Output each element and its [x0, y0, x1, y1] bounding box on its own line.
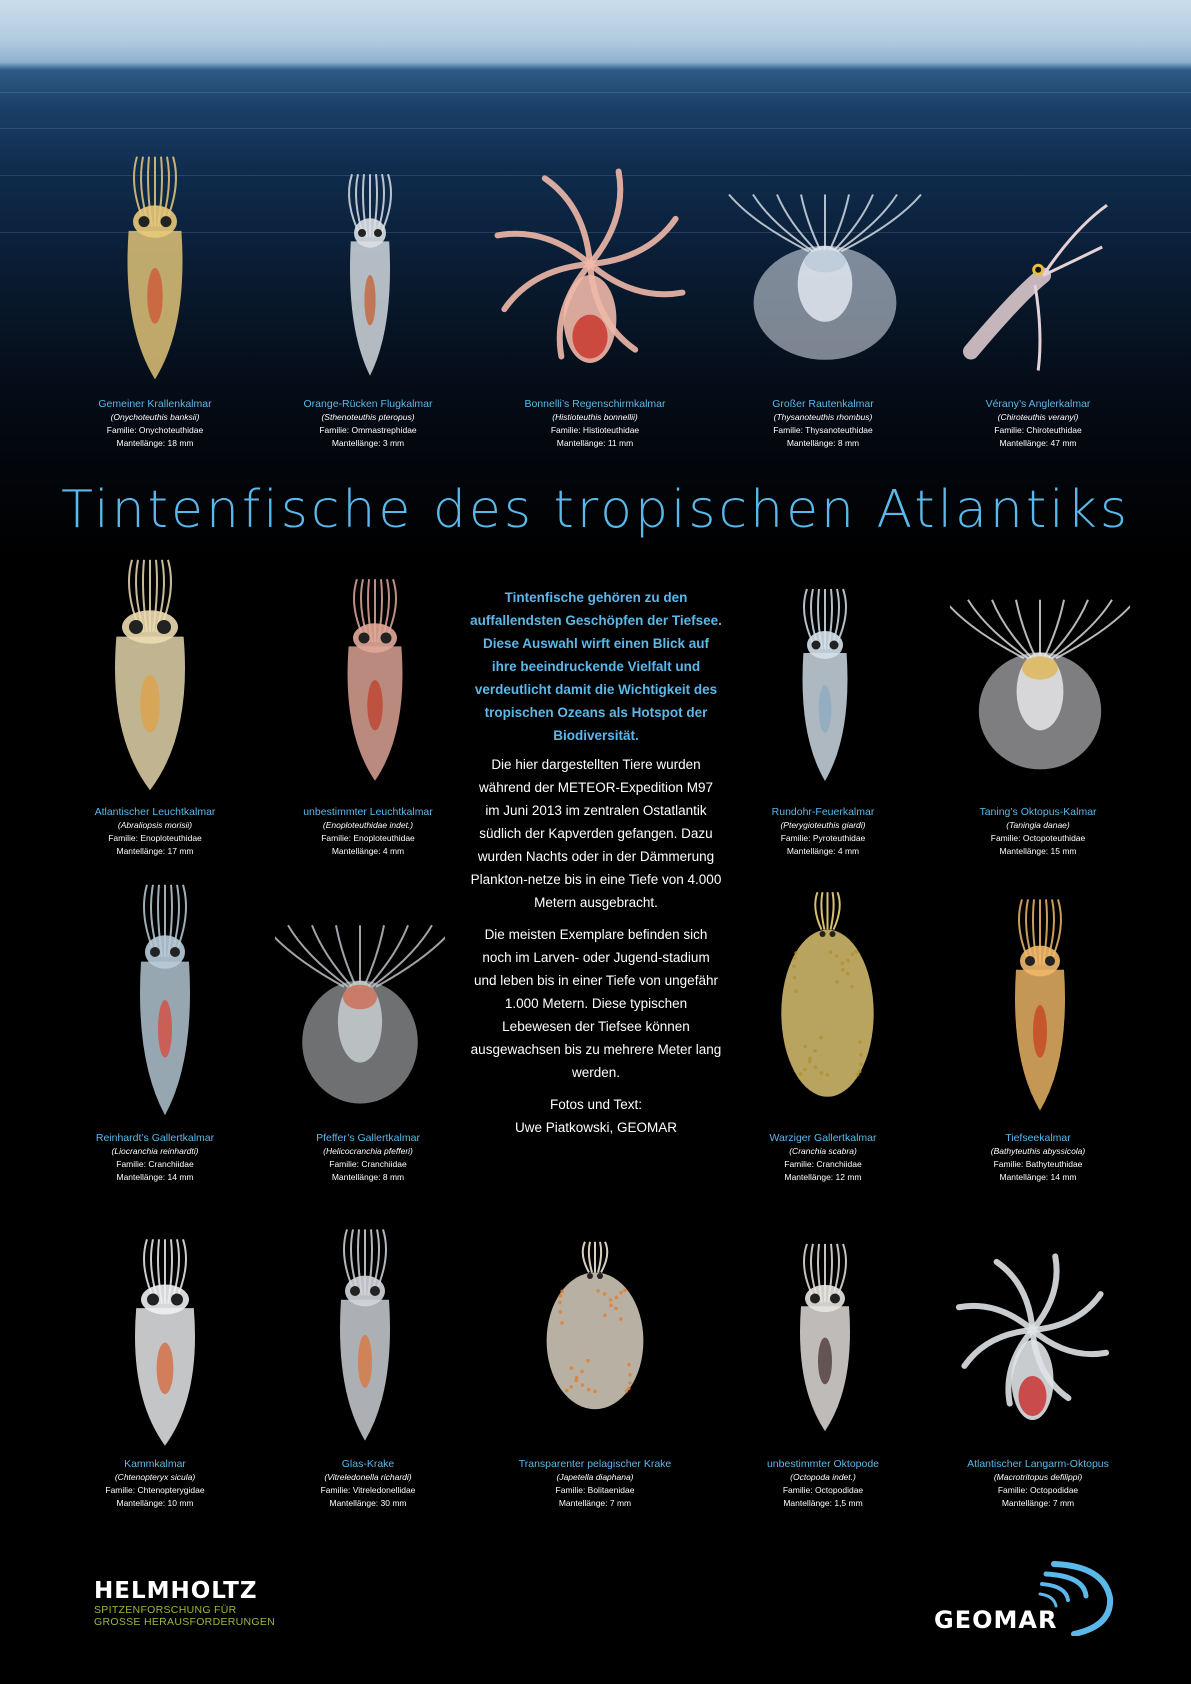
- species-length: Mantellänge: 8 mm: [786, 438, 860, 448]
- species-caption: [728, 398, 918, 450]
- species-name: Tiefseekalmar: [1005, 1132, 1071, 1144]
- species-family: Familie: Vitreledonellidae: [320, 1485, 416, 1495]
- specimen-image: [115, 880, 215, 1120]
- species-name: Atlantischer Leuchtkalmar: [94, 806, 216, 818]
- species-family: Familie: Octopodidae: [997, 1485, 1079, 1495]
- helmholtz-tagline-1: SPITZENFORSCHUNG FÜR: [94, 1604, 237, 1616]
- species-length: Mantellänge: 12 mm: [784, 1172, 862, 1182]
- specimen-drawing: [275, 915, 445, 1120]
- species-family: Familie: Thysanoteuthidae: [773, 425, 873, 435]
- species-caption: [60, 1458, 250, 1510]
- species-name: Transparenter pelagischer Krake: [518, 1458, 672, 1470]
- specimen-image: [100, 152, 210, 384]
- species-length: Mantellänge: 14 mm: [116, 1172, 194, 1182]
- species-name: unbestimmter Oktopode: [766, 1458, 880, 1470]
- specimen-drawing: [105, 1235, 225, 1450]
- species-name: Kammkalmar: [124, 1458, 186, 1470]
- species-name: Vérany’s Anglerkalmar: [985, 398, 1091, 410]
- species-caption: [728, 1458, 918, 1510]
- species-length: Mantellänge: 14 mm: [999, 1172, 1077, 1182]
- specimen-drawing: [990, 895, 1090, 1115]
- specimen-image: [275, 915, 445, 1120]
- species-name: Reinhardt’s Gallertkalmar: [95, 1132, 215, 1144]
- species-caption: [60, 806, 250, 858]
- intro-text: [470, 586, 722, 1139]
- specimen-image: [480, 165, 700, 385]
- species-caption: [273, 398, 463, 450]
- species-family: Familie: Onychoteuthidae: [106, 425, 204, 435]
- specimen-image: [775, 1240, 875, 1435]
- helmholtz-tagline-2: GROSSE HERAUSFORDERUNGEN: [94, 1616, 276, 1628]
- species-family: Familie: Octopodidae: [782, 1485, 864, 1495]
- species-family: Familie: Bolitaenidae: [555, 1485, 635, 1495]
- species-length: Mantellänge: 17 mm: [116, 846, 194, 856]
- species-length: Mantellänge: 3 mm: [331, 438, 405, 448]
- specimen-drawing: [775, 1240, 875, 1435]
- specimen-drawing: [115, 880, 215, 1120]
- species-caption: [60, 1132, 250, 1184]
- species-length: Mantellänge: 8 mm: [331, 1172, 405, 1182]
- species-caption: [728, 806, 918, 858]
- species-name: Warziger Gallertkalmar: [769, 1132, 877, 1144]
- species-length: Mantellänge: 10 mm: [116, 1498, 194, 1508]
- species-family: Familie: Cranchiidae: [784, 1159, 862, 1169]
- specimen-image: [720, 185, 930, 375]
- specimen-drawing: [720, 185, 930, 375]
- species-caption: [943, 1132, 1133, 1184]
- specimen-drawing: [320, 575, 430, 785]
- specimen-drawing: [330, 170, 410, 380]
- species-name: Pfeffer’s Gallertkalmar: [316, 1132, 420, 1144]
- specimen-image: [105, 1235, 225, 1450]
- species-scientific: (Macrotritopus defilippi): [993, 1472, 1083, 1482]
- species-scientific: (Liocranchia reinhardti): [111, 1146, 199, 1156]
- specimen-drawing: [955, 190, 1115, 380]
- species-length: Mantellänge: 4 mm: [786, 846, 860, 856]
- credit-name: Uwe Piatkowski, GEOMAR: [514, 1120, 678, 1135]
- species-length: Mantellänge: 30 mm: [329, 1498, 407, 1508]
- species-scientific: (Thysanoteuthis rhombus): [773, 412, 873, 422]
- species-family: Familie: Cranchiidae: [116, 1159, 194, 1169]
- species-name: Glas-Krake: [341, 1458, 395, 1470]
- species-family: Familie: Ommastrephidae: [319, 425, 417, 435]
- species-caption: [273, 806, 463, 858]
- helmholtz-name: HELMHOLTZ: [94, 1578, 258, 1604]
- species-scientific: (Octopoda indet.): [790, 1472, 856, 1482]
- species-scientific: (Japetella diaphana): [556, 1472, 634, 1482]
- species-family: Familie: Chtenopterygidae: [105, 1485, 205, 1495]
- helmholtz-logo: [94, 1578, 275, 1628]
- specimen-image: [80, 555, 220, 795]
- species-caption: [728, 1132, 918, 1184]
- geomar-name: GEOMAR: [934, 1606, 1058, 1634]
- specimen-drawing: [540, 1240, 650, 1420]
- species-caption: [60, 398, 250, 450]
- species-family: Familie: Pyroteuthidae: [780, 833, 866, 843]
- specimen-drawing: [775, 890, 880, 1110]
- species-scientific: (Helicocranchia pfefferi): [323, 1146, 413, 1156]
- species-caption: [273, 1132, 463, 1184]
- specimen-drawing: [315, 1225, 415, 1445]
- species-family: Familie: Enoploteuthidae: [321, 833, 415, 843]
- species-name: unbestimmter Leuchtkalmar: [303, 806, 433, 818]
- specimen-image: [540, 1240, 650, 1420]
- species-length: Mantellänge: 1,5 mm: [783, 1498, 863, 1508]
- species-length: Mantellänge: 47 mm: [999, 438, 1077, 448]
- species-name: Orange-Rücken Flugkalmar: [303, 398, 433, 410]
- credit-label: Fotos und Text:: [549, 1097, 643, 1112]
- species-scientific: (Chtenopteryx sicula): [114, 1472, 196, 1482]
- species-length: Mantellänge: 4 mm: [331, 846, 405, 856]
- specimen-drawing: [480, 165, 700, 385]
- specimen-image: [775, 890, 880, 1110]
- species-length: Mantellänge: 18 mm: [116, 438, 194, 448]
- page-title: Tintenfische des tropischen Atlantiks: [61, 480, 1130, 540]
- species-name: Atlantischer Langarm-Oktopus: [967, 1458, 1109, 1470]
- species-scientific: (Onychoteuthis banksii): [110, 412, 200, 422]
- species-scientific: (Chiroteuthis veranyi): [997, 412, 1079, 422]
- species-caption: [943, 398, 1133, 450]
- species-scientific: (Vitreledonella richardi): [324, 1472, 412, 1482]
- wave-line: [0, 92, 1191, 93]
- species-caption: [500, 1458, 690, 1510]
- species-name: Großer Rautenkalmar: [772, 398, 874, 410]
- species-family: Familie: Histioteuthidae: [550, 425, 640, 435]
- specimen-image: [990, 895, 1090, 1115]
- species-caption: [273, 1458, 463, 1510]
- species-scientific: (Enoploteuthidae indet.): [322, 820, 414, 830]
- species-length: Mantellänge: 7 mm: [1001, 1498, 1075, 1508]
- species-name: Bonnelli’s Regenschirmkalmar: [524, 398, 666, 410]
- species-family: Familie: Bathyteuthidae: [993, 1159, 1083, 1169]
- species-scientific: (Sthenoteuthis pteropus): [321, 412, 415, 422]
- species-length: Mantellänge: 11 mm: [556, 438, 634, 448]
- specimen-drawing: [945, 1240, 1120, 1440]
- specimen-image: [780, 585, 870, 785]
- specimen-drawing: [780, 585, 870, 785]
- species-family: Familie: Octopoteuthidae: [990, 833, 1086, 843]
- specimen-drawing: [80, 555, 220, 795]
- specimen-image: [330, 170, 410, 380]
- species-scientific: (Histioteuthis bonnellii): [552, 412, 638, 422]
- wave-line: [0, 128, 1191, 129]
- species-length: Mantellänge: 15 mm: [999, 846, 1077, 856]
- species-scientific: (Bathyteuthis abyssicola): [990, 1146, 1086, 1156]
- species-caption: [943, 1458, 1133, 1510]
- species-family: Familie: Cranchiidae: [329, 1159, 407, 1169]
- geomar-logo: [934, 1556, 1124, 1636]
- specimen-image: [950, 590, 1130, 785]
- species-caption: [500, 398, 690, 450]
- specimen-drawing: [950, 590, 1130, 785]
- specimen-image: [315, 1225, 415, 1445]
- intro-paragraph-2: Die meisten Exemplare befinden sich noch im Larven- oder Jugend-stadium und leben bis in einer Tiefe von ungefähr 1.000 Metern. Diese typischen Lebewesen der Tiefsee können ausgewachsen bis zu mehrere Meter lang werden.: [470, 927, 722, 1080]
- specimen-image: [320, 575, 430, 785]
- species-name: Taning’s Oktopus-Kalmar: [979, 806, 1097, 818]
- species-family: Familie: Enoploteuthidae: [108, 833, 202, 843]
- species-scientific: (Taningia danae): [1006, 820, 1070, 830]
- species-scientific: (Pterygioteuthis giardi): [780, 820, 866, 830]
- intro-lead: Tintenfische gehören zu den auffallendsten Geschöpfen der Tiefsee. Diese Auswahl wirft einen Blick auf ihre beeindruckende Vielfalt und verdeutlicht damit die Wichtigkeit des tropischen Ozeans als Hotspot der Biodiversität.: [470, 590, 722, 743]
- specimen-image: [945, 1240, 1120, 1440]
- species-caption: [943, 806, 1133, 858]
- specimen-drawing: [100, 152, 210, 384]
- species-family: Familie: Chiroteuthidae: [994, 425, 1082, 435]
- species-scientific: (Cranchia scabra): [789, 1146, 857, 1156]
- species-name: Rundohr-Feuerkalmar: [771, 806, 875, 818]
- species-scientific: (Abraliopsis morisii): [117, 820, 193, 830]
- intro-paragraph-1: Die hier dargestellten Tiere wurden während der METEOR-Expedition M97 im Juni 2013 im zentralen Ostatlantik südlich der Kapverden gefangen. Dazu wurden Nachts oder in der Dämmerung Plankton-netze bis in eine Tiefe von 4.000 Metern ausgebracht.: [470, 757, 722, 910]
- specimen-image: [955, 190, 1115, 380]
- species-length: Mantellänge: 7 mm: [558, 1498, 632, 1508]
- species-name: Gemeiner Krallenkalmar: [98, 398, 212, 410]
